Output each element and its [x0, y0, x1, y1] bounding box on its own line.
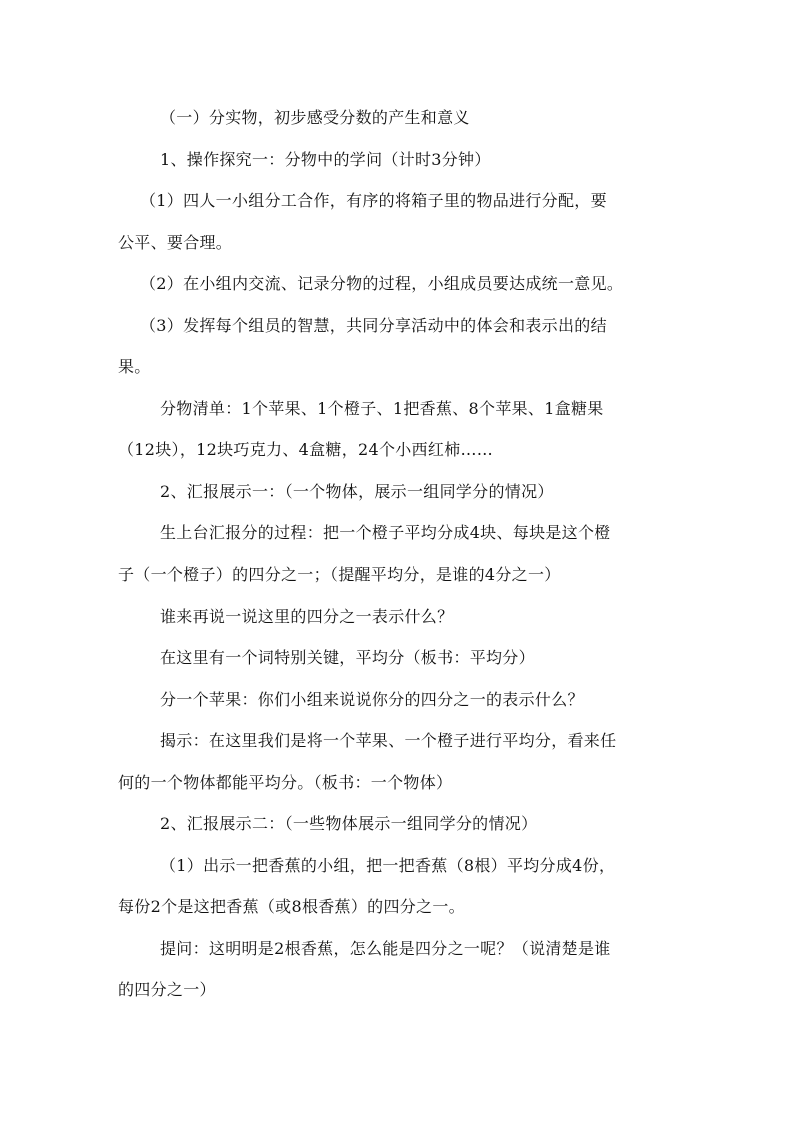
- paragraph-line: 公平、要合理。: [118, 233, 233, 252]
- paragraph-line: （1）出示一把香蕉的小组，把一把香蕉（8根）平均分成4份，: [160, 856, 616, 875]
- paragraph-line: （12块），12块巧克力、4盒糖，24个小西红柿……: [118, 440, 494, 459]
- section-heading: （一）分实物，初步感受分数的产生和意义: [160, 108, 470, 127]
- subheading-report-1: 2、汇报展示一：（一个物体，展示一组同学分的情况）: [160, 482, 554, 501]
- paragraph-line: 生上台汇报分的过程：把一个橙子平均分成4块、每块是这个橙: [160, 523, 611, 542]
- paragraph-line: 谁来再说一说这里的四分之一表示什么？: [160, 607, 454, 626]
- paragraph-line: （1）四人一小组分工合作，有序的将箱子里的物品进行分配，要: [140, 191, 607, 210]
- paragraph-line: 何的一个物体都能平均分。（板书：一个物体）: [118, 773, 453, 792]
- paragraph-line: 在这里有一个词特别关键，平均分（板书：平均分）: [160, 648, 535, 667]
- paragraph-line: （3）发挥每个组员的智慧，共同分享活动中的体会和表示出的结: [140, 316, 607, 335]
- subheading-report-2: 2、汇报展示二：（一些物体展示一组同学分的情况）: [160, 814, 538, 833]
- paragraph-line: 子（一个橙子）的四分之一；（提醒平均分，是谁的4分之一）: [118, 565, 561, 584]
- paragraph-line: 提问：这明明是2根香蕉，怎么能是四分之一呢？（说清楚是谁: [160, 939, 611, 958]
- paragraph-line: 揭示：在这里我们是将一个苹果、一个橙子进行平均分，看来任: [160, 731, 617, 750]
- paragraph-line: 分物清单：1个苹果、1个橙子、1把香蕉、8个苹果、1盒糖果: [160, 399, 604, 418]
- paragraph-line: 的四分之一）: [118, 980, 216, 999]
- paragraph-line: 果。: [118, 357, 151, 376]
- paragraph-line: （2）在小组内交流、记录分物的过程，小组成员要达成统一意见。: [140, 274, 624, 293]
- subheading-explore-1: 1、操作探究一：分物中的学问（计时3分钟）: [160, 150, 491, 169]
- paragraph-line: 分一个苹果：你们小组来说说你分的四分之一的表示什么？: [160, 690, 584, 709]
- paragraph-line: 每份2个是这把香蕉（或8根香蕉）的四分之一。: [118, 897, 465, 916]
